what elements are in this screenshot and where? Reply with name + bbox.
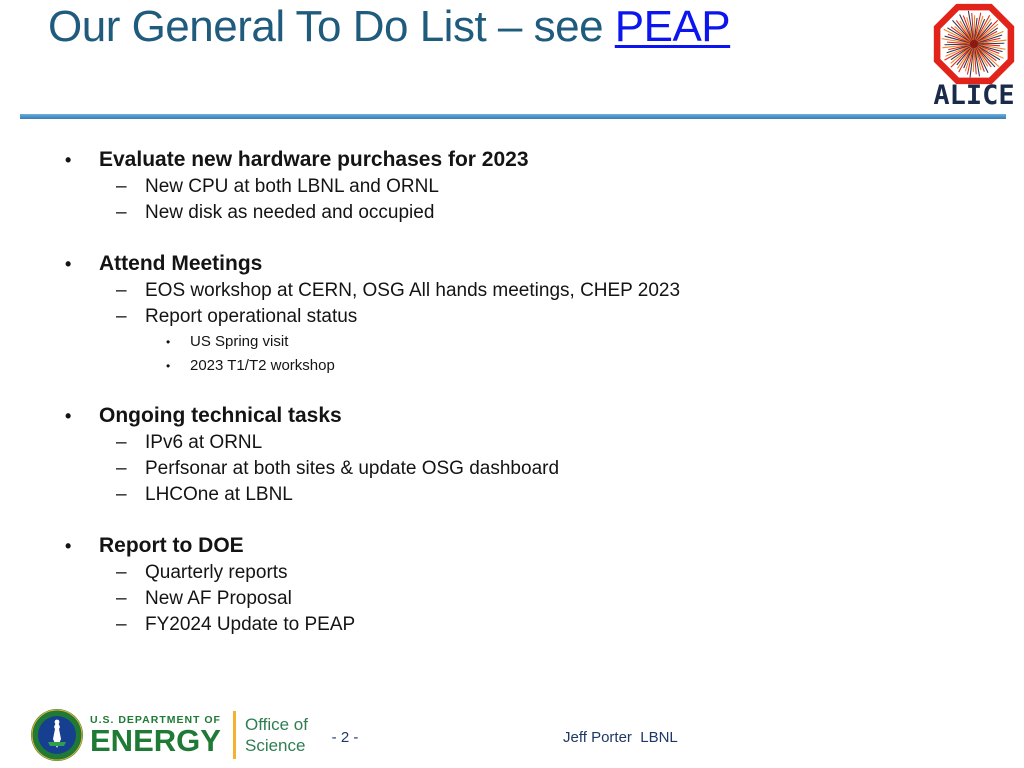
l2-bullet-marker: – xyxy=(116,280,127,301)
bullet-item-l2 xyxy=(0,278,1024,304)
l2-bullet-text: Report operational status xyxy=(145,306,358,327)
l2-bullet-text: New AF Proposal xyxy=(145,588,292,609)
bullet-item-l2 xyxy=(0,560,1024,586)
bullet-item-l2 xyxy=(0,612,1024,638)
doe-seal-icon xyxy=(30,708,84,762)
l2-bullet-marker: – xyxy=(116,306,127,327)
l2-bullet-marker: – xyxy=(116,562,127,583)
l1-bullet-marker: • xyxy=(65,150,72,170)
l2-bullet-marker: – xyxy=(116,588,127,609)
l2-bullet-text: FY2024 Update to PEAP xyxy=(145,614,356,635)
outline-list xyxy=(0,146,1024,638)
l1-bullet-text: Ongoing technical tasks xyxy=(99,404,342,427)
l2-bullet-text: EOS workshop at CERN, OSG All hands meetings, CHEP 2023 xyxy=(145,280,681,301)
outline-section xyxy=(0,532,1024,638)
footer xyxy=(0,698,1024,768)
bullet-item-l2 xyxy=(0,304,1024,330)
bullet-item-l2 xyxy=(0,174,1024,200)
l2-bullet-text: New disk as needed and occupied xyxy=(145,202,435,223)
l1-bullet-text: Report to DOE xyxy=(99,534,244,557)
l2-bullet-marker: – xyxy=(116,202,127,223)
l2-bullet-text: Perfsonar at both sites & update OSG dashboard xyxy=(145,458,560,479)
peap-link[interactable]: PEAP xyxy=(614,2,731,51)
footer-author: Jeff Porter LBNL xyxy=(563,729,678,746)
bullet-item-l2 xyxy=(0,482,1024,508)
outline-section xyxy=(0,250,1024,378)
doe-divider-bar xyxy=(233,711,236,759)
bullet-item-l2 xyxy=(0,430,1024,456)
l1-bullet-text: Evaluate new hardware purchases for 2023 xyxy=(99,148,529,171)
l2-bullet-marker: – xyxy=(116,484,127,505)
bullet-item-l3 xyxy=(0,330,1024,354)
bullet-item-l2 xyxy=(0,200,1024,226)
l2-bullet-marker: – xyxy=(116,176,127,197)
l3-bullet-marker: • xyxy=(166,359,171,373)
bullet-item-l1 xyxy=(0,250,1024,278)
bullet-item-l1 xyxy=(0,402,1024,430)
alice-logo-label: ALICE xyxy=(933,80,1015,111)
l3-bullet-marker: • xyxy=(166,335,171,349)
page-number: - 2 - xyxy=(331,729,359,746)
page-title xyxy=(48,2,730,52)
bullet-item-l3 xyxy=(0,354,1024,378)
l3-bullet-text: US Spring visit xyxy=(190,333,289,350)
l2-bullet-text: Quarterly reports xyxy=(145,562,288,583)
l2-bullet-marker: – xyxy=(116,614,127,635)
doe-office-line1: Office of xyxy=(244,715,308,734)
bullet-item-l1 xyxy=(0,146,1024,174)
page-title-text: Our General To Do List – see xyxy=(48,2,615,51)
l2-bullet-text: IPv6 at ORNL xyxy=(145,432,263,453)
doe-office-of-science-logo xyxy=(30,708,308,762)
l1-bullet-marker: • xyxy=(65,254,72,274)
alice-starburst-icon xyxy=(933,2,1015,86)
outline-section xyxy=(0,402,1024,508)
bullet-item-l2 xyxy=(0,586,1024,612)
l2-bullet-marker: – xyxy=(116,458,127,479)
outline-section xyxy=(0,146,1024,226)
doe-dept-line: U.S. DEPARTMENT OF xyxy=(90,714,221,726)
doe-office-of-science-text xyxy=(245,714,308,756)
l1-bullet-marker: • xyxy=(65,406,72,426)
l2-bullet-text: New CPU at both LBNL and ORNL xyxy=(145,176,439,197)
l3-bullet-text: 2023 T1/T2 workshop xyxy=(190,357,335,374)
doe-wordmark xyxy=(90,714,221,756)
bullet-item-l1 xyxy=(0,532,1024,560)
alice-logo xyxy=(926,2,1022,111)
l1-bullet-marker: • xyxy=(65,536,72,556)
l2-bullet-text: LHCOne at LBNL xyxy=(145,484,293,505)
doe-office-line2: Science xyxy=(244,736,306,755)
bullet-item-l2 xyxy=(0,456,1024,482)
l1-bullet-text: Attend Meetings xyxy=(99,252,263,275)
title-separator-rule xyxy=(20,114,1006,119)
doe-energy-wordmark: ENERGY xyxy=(90,723,221,758)
l2-bullet-marker: – xyxy=(116,432,127,453)
